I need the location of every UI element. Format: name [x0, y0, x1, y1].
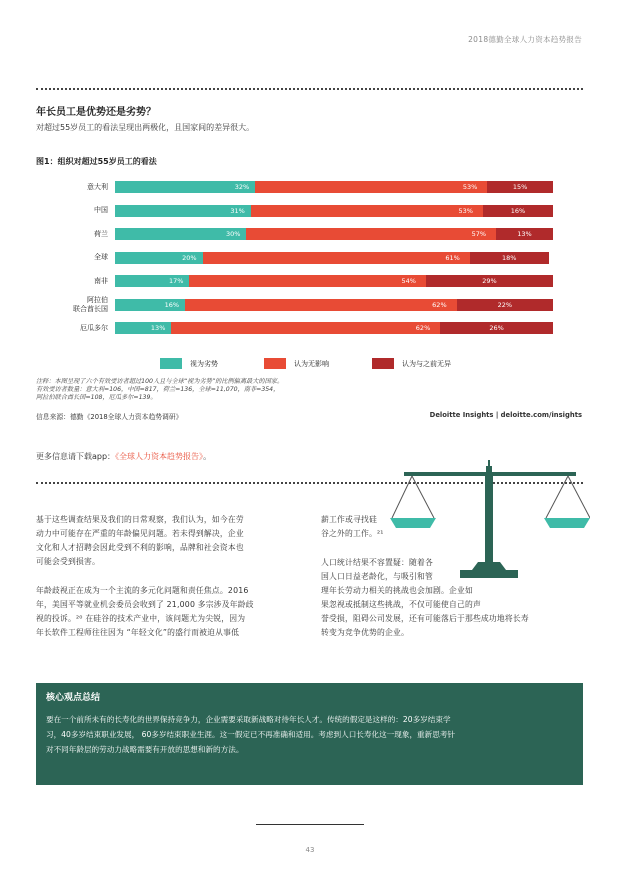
bar-segment — [115, 322, 171, 334]
bar-segment — [483, 205, 553, 217]
text-line: 可能会受到损害。 — [36, 557, 100, 566]
text-line: 年，美国平等就业机会委员会收到了 21,000 多宗涉及年龄歧 — [36, 600, 254, 609]
bar-segment — [115, 252, 203, 264]
bar-segment — [171, 322, 440, 334]
data-label: 32% — [234, 183, 250, 191]
bar-segment — [426, 275, 553, 287]
data-label: 17% — [169, 277, 184, 285]
bar-segment — [251, 205, 483, 217]
category-label — [36, 206, 108, 215]
text-line: 国人口日益老龄化，与吸引和管 — [321, 572, 433, 581]
legend-item — [264, 358, 329, 369]
legend-item — [160, 358, 218, 369]
data-label: 61% — [445, 253, 460, 262]
category-label-line: 联合酋长国 — [73, 304, 108, 313]
summary-box — [36, 683, 583, 785]
data-label: 22% — [497, 300, 513, 309]
category-label-line: 荷兰 — [94, 229, 108, 238]
category-label-line: 南非 — [94, 276, 108, 285]
bar-segment — [440, 322, 553, 334]
bar-segment — [189, 275, 426, 287]
bar-segment — [203, 252, 470, 264]
more-info-prefix: 更多信息请下载app： — [36, 452, 116, 461]
dotted-divider-top — [36, 88, 583, 90]
summary-line: 要在一个前所未有的长寿化的世界保持竞争力，企业需要采取新战略对待年长人才。传统的假定是这样的：20多岁结束学 — [46, 715, 451, 724]
page-number: 43 — [305, 846, 315, 854]
more-info — [36, 451, 211, 462]
text-line: 视的投诉。²⁰ 在硅谷的技术产业中，该问题尤为尖锐，因为 — [36, 614, 246, 623]
data-label: 15% — [512, 183, 528, 191]
section-intro: 对超过55岁员工的看法呈现出两极化，且国家间的差异很大。 — [36, 123, 255, 132]
bar-segment — [115, 275, 189, 287]
bar-segment — [457, 299, 553, 311]
summary-line: 习，40多岁结束职业发展， 60多岁结束职业生涯。这一假定已不再准确和适用。考虑到人口长寿化这一现象，重新思考针 — [46, 730, 456, 739]
legend-swatch — [160, 358, 182, 369]
bar-segment — [115, 181, 255, 193]
running-header: 2018德勤全球人力资本趋势报告 — [468, 35, 582, 44]
note-line-1: 注释：本图呈现了六个有效受访者超过100人且与全球“视为劣势”的比例偏离最大的国家。 — [36, 378, 284, 385]
bar-segment — [487, 181, 553, 193]
data-label: 16% — [164, 300, 180, 309]
data-label: 57% — [471, 230, 487, 238]
chart-legend — [160, 358, 540, 372]
data-label: 18% — [501, 253, 517, 262]
data-label: 53% — [462, 183, 478, 191]
category-label — [36, 253, 108, 262]
text-line: 转变为竞争优势的企业。 — [321, 628, 409, 637]
bar-segment — [255, 181, 487, 193]
page-number-rule — [256, 824, 364, 825]
category-label — [36, 277, 108, 286]
note-line-3: 阿拉伯联合酋长国=108，厄瓜多尔=139。 — [36, 394, 157, 401]
bar-row — [115, 299, 553, 311]
text-line: 基于这些调查结果及我们的日常观察，我们认为，如今在劳 — [36, 515, 244, 524]
bar-row — [115, 252, 553, 264]
text-line: 理年长劳动力相关的挑战也会加剧。企业如 — [321, 586, 473, 595]
text-line: 动力中可能存在严重的年龄偏见问题。若未得到解决，企业 — [36, 529, 244, 538]
bar-row — [115, 322, 553, 334]
source-text: 信息来源：德勤《2018全球人力资本趋势调研》 — [36, 413, 183, 421]
category-label — [36, 296, 108, 314]
category-label-line: 阿拉伯 — [87, 295, 108, 304]
data-label: 62% — [432, 300, 447, 309]
legend-label: 认为无影响 — [294, 359, 329, 368]
text-line: 文化和人才招聘会因此受到不利的影响，品牌和社会资本也 — [36, 543, 244, 552]
category-label — [36, 230, 108, 239]
data-label: 16% — [510, 206, 526, 215]
summary-line: 对不同年龄层的劳动力战略需要有开放的思想和新的方法。 — [46, 745, 244, 754]
note-line-2: 有效受访者数量：意大利=106，中国=817，荷兰=136，全球=11,070，南非=354， — [36, 386, 280, 393]
text-line: 年龄歧视正在成为一个主流的多元化问题和责任焦点。2016 — [36, 586, 249, 595]
text-line: 薪工作或寻找硅 — [321, 515, 377, 524]
data-label: 54% — [401, 277, 416, 285]
text-line: 年长软件工程师往往因为 “年轻文化”的盛行而被迫从事低 — [36, 628, 240, 637]
balance-scale-illustration — [390, 460, 590, 590]
data-label: 30% — [225, 230, 241, 238]
bar-segment — [115, 205, 251, 217]
report-link[interactable]: 《全球人力资本趋势报告》 — [115, 452, 204, 461]
bar-row — [115, 275, 553, 287]
data-label: 29% — [482, 277, 497, 285]
section-heading: 年长员工是优势还是劣势？ — [36, 107, 156, 118]
category-label-line: 意大利 — [87, 182, 108, 191]
data-label: 62% — [415, 324, 431, 332]
legend-swatch — [264, 358, 286, 369]
more-info-suffix: 。 — [203, 452, 212, 461]
text-line: 誉受损，阻碍公司发展，还有可能落后于那些成功地将长寿 — [321, 614, 529, 623]
summary-text — [46, 712, 573, 757]
legend-label: 视为劣势 — [190, 359, 218, 368]
legend-item — [372, 358, 451, 369]
bar-segment — [246, 228, 496, 240]
text-line: 果忽视或抵制这些挑战，不仅可能使自己的声 — [321, 600, 481, 609]
category-label-line: 中国 — [94, 206, 108, 214]
body-col1-para1 — [36, 513, 302, 569]
bar-segment — [470, 252, 549, 264]
bar-segment — [185, 299, 457, 311]
figure-notes — [36, 378, 416, 402]
bar-row — [115, 228, 553, 240]
bar-segment — [115, 299, 185, 311]
category-label-line: 厄瓜多尔 — [80, 323, 108, 332]
data-label: 26% — [489, 324, 504, 332]
text-line: 人口统计结果不容置疑：随着各 — [321, 558, 433, 567]
brand-link[interactable]: Deloitte Insights | deloitte.com/insights — [429, 411, 582, 419]
category-label — [36, 324, 108, 333]
legend-label: 认为与之前无异 — [402, 359, 451, 368]
bar-row — [115, 181, 553, 193]
bar-segment — [496, 228, 553, 240]
category-label-line: 全球 — [94, 253, 108, 261]
bar-segment — [115, 228, 246, 240]
data-label: 31% — [230, 206, 245, 215]
body-col1-para2 — [36, 584, 302, 640]
data-label: 53% — [458, 206, 473, 215]
text-line: 谷之外的工作。²¹ — [321, 529, 384, 538]
data-label: 20% — [182, 253, 197, 262]
bar-row — [115, 205, 553, 217]
category-label — [36, 183, 108, 192]
legend-swatch — [372, 358, 394, 369]
figure-title: 图1：组织对超过55岁员工的看法 — [36, 157, 157, 166]
data-label: 13% — [150, 324, 166, 332]
data-label: 13% — [517, 230, 532, 238]
summary-title: 核心观点总结 — [46, 693, 101, 703]
